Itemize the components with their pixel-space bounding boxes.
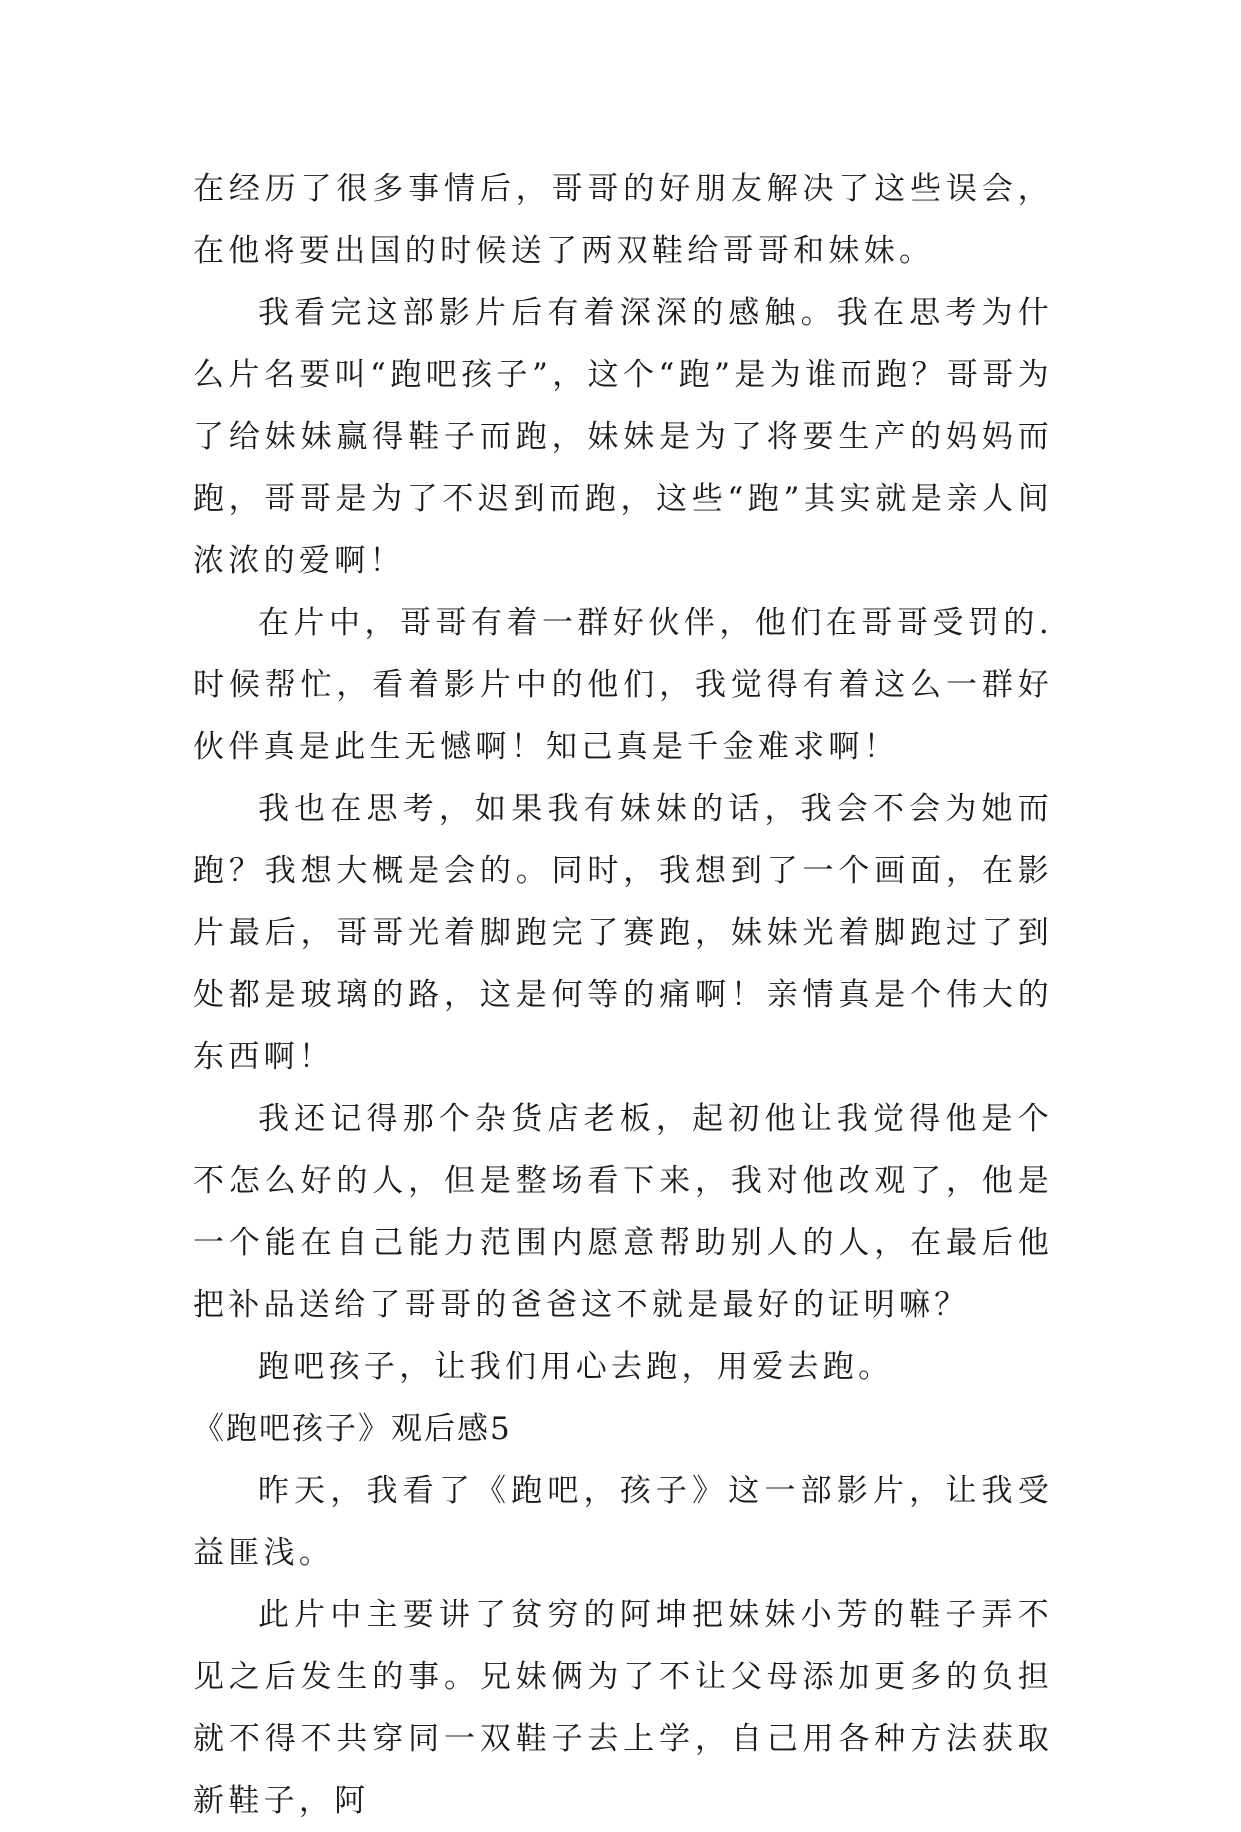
paragraph-5: 我还记得那个杂货店老板，起初他让我觉得他是个不怎么好的人，但是整场看下来，我对他改观了，他是一个能在自己能力范围内愿意帮助别人的人，在最后他把补品送给了哥哥的爸爸这不就是最好的证明嘛？: [193, 1101, 1053, 1323]
paragraph-1: 在经历了很多事情后，哥哥的好朋友解决了这些误会，在他将要出国的时候送了两双鞋给哥哥和妹妹。: [193, 171, 1053, 269]
section-paragraph-2: 此片中主要讲了贫穷的阿坤把妹妹小芳的鞋子弄不见之后发生的事。兄妹俩为了不让父母添加更多的负担就不得不共穿同一双鞋子去上学，自己用各种方法获取新鞋子，阿: [193, 1597, 1053, 1819]
section-paragraph-1: 昨天，我看了《跑吧，孩子》这一部影片，让我受益匪浅。: [193, 1473, 1053, 1571]
document-body: [193, 158, 1053, 1832]
paragraph-3: 在片中，哥哥有着一群好伙伴，他们在哥哥受罚的.时候帮忙，看着影片中的他们，我觉得有着这么一群好伙伴真是此生无憾啊！知己真是千金难求啊！: [193, 605, 1053, 765]
paragraph-4: 我也在思考，如果我有妹妹的话，我会不会为她而跑？我想大概是会的。同时，我想到了一个画面，在影片最后，哥哥光着脚跑完了赛跑，妹妹光着脚跑过了到处都是玻璃的路，这是何等的痛啊！亲情真是个伟大的东西啊！: [193, 791, 1053, 1075]
paragraph-2: 我看完这部影片后有着深深的感触。我在思考为什么片名要叫“跑吧孩子”，这个“跑”是为谁而跑？哥哥为了给妹妹赢得鞋子而跑，妹妹是为了将要生产的妈妈而跑，哥哥是为了不迟到而跑，这些“跑”其实就是亲人间浓浓的爱啊！: [193, 295, 1053, 579]
section-heading: 《跑吧孩子》观后感5: [193, 1411, 512, 1447]
paragraph-6: 跑吧孩子，让我们用心去跑，用爱去跑。: [258, 1349, 894, 1385]
